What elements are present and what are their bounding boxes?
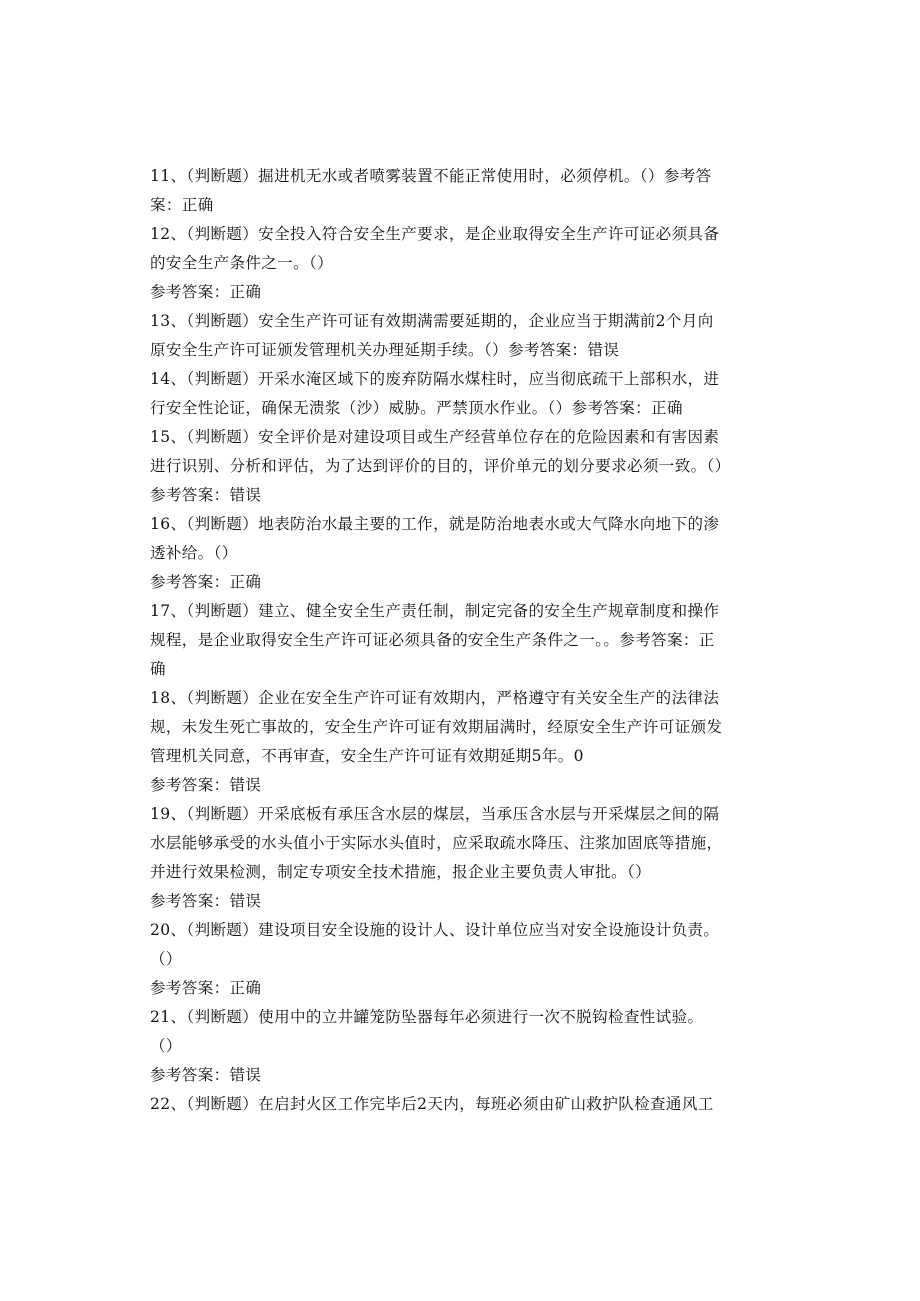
text-line: 14、（判断题）开采水淹区域下的废弃防隔水煤柱时，应当彻底疏干上部积水，进 <box>150 370 720 388</box>
text-line: 13、（判断题）安全生产许可证有效期满需要延期的，企业应当于期满前2个月向 <box>150 312 714 330</box>
text-line: 规程，是企业取得安全生产许可证必须具备的安全生产条件之一。。参考答案：正 <box>150 631 715 649</box>
text-line: 案：正确 <box>150 196 214 214</box>
text-line: 参考答案：正确 <box>150 979 262 997</box>
text-line: 参考答案：错误 <box>150 1066 262 1084</box>
text-line: 确 <box>150 660 166 678</box>
text-line: 透补给。（） <box>150 544 238 562</box>
text-line: 22、（判断题）在启封火区工作完毕后2天内，每班必须由矿山救护队检查通风工 <box>150 1095 714 1113</box>
text-line: 管理机关同意，不再审查，安全生产许可证有效期延期5年。0 <box>150 747 584 765</box>
text-line: 参考答案：错误 <box>150 486 262 504</box>
text-line: 21、（判断题）使用中的立井罐笼防坠器每年必须进行一次不脱钩检查性试验。 <box>150 1008 704 1026</box>
text-line: （） <box>150 950 182 968</box>
text-line: 18、（判断题）企业在安全生产许可证有效期内，严格遵守有关安全生产的法律法 <box>150 689 720 707</box>
text-line: （） <box>150 1037 182 1055</box>
text-line: 参考答案：错误 <box>150 776 262 794</box>
text-line: 20、（判断题）建设项目安全设施的设计人、设计单位应当对安全设施设计负责。 <box>150 921 720 939</box>
text-line: 参考答案：正确 <box>150 573 262 591</box>
text-line: 15、（判断题）安全评价是对建设项目或生产经营单位存在的危险因素和有害因素 <box>150 428 720 446</box>
question-text-body <box>150 162 770 1119</box>
text-line: 并进行效果检测，制定专项安全技术措施，报企业主要负责人审批。（） <box>150 863 652 881</box>
text-line: 12、（判断题）安全投入符合安全生产要求，是企业取得安全生产许可证必须具备 <box>150 225 720 243</box>
text-line: 水层能够承受的水头值小于实际水头值时，应采取疏水降压、注浆加固底等措施， <box>150 834 723 852</box>
text-line: 参考答案：正确 <box>150 283 262 301</box>
text-line: 规，未发生死亡事故的，安全生产许可证有效期届满时，经原安全生产许可证颁发 <box>150 718 723 736</box>
text-line: 的安全生产条件之一。（） <box>150 254 334 272</box>
text-line: 原安全生产许可证颁发管理机关办理延期手续。（）参考答案：错误 <box>150 341 620 359</box>
text-line: 17、（判断题）建立、健全安全生产责任制，制定完备的安全生产规章制度和操作 <box>150 602 720 620</box>
text-line: 参考答案：错误 <box>150 892 262 910</box>
text-line: 行安全性论证，确保无溃浆（沙）威胁。严禁顶水作业。（）参考答案：正确 <box>150 399 683 417</box>
text-line: 进行识别、分析和评估，为了达到评价的目的，评价单元的划分要求必须一致。（） <box>150 457 731 475</box>
text-line: 16、（判断题）地表防治水最主要的工作，就是防治地表水或大气降水向地下的渗 <box>150 515 720 533</box>
text-line: 19、（判断题）开采底板有承压含水层的煤层，当承压含水层与开采煤层之间的隔 <box>150 805 720 823</box>
text-line: 11、（判断题）掘进机无水或者喷雾装置不能正常使用时，必须停机。（）参考答 <box>150 167 712 185</box>
